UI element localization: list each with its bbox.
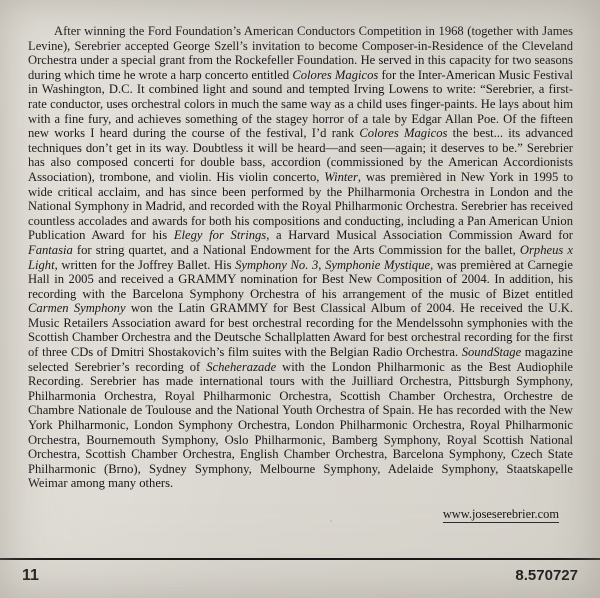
- website-link[interactable]: www.joseserebrier.com: [442, 507, 559, 521]
- italic-title: Carmen Symphony: [28, 301, 126, 316]
- italic-title: Colores Magicos: [359, 126, 448, 141]
- page-content: [28, 24, 573, 522]
- page-number: 11: [22, 567, 39, 584]
- italic-title: Symphony No. 3, Symphonie Mystique: [235, 257, 431, 272]
- biography-paragraph: [28, 24, 573, 491]
- italic-title: SoundStage: [461, 345, 522, 360]
- paragraph-text: After winning the Ford Foundation’s American Conductors Competition in 1968 (together with James Levine), Serebrier accepted George Szell’s invitation to become Composer-in-Residence of the Cleveland Orchestra under a special grant from the Rockefeller Foundation. He served in this capacity for two seasons during which time he wrote a harp concerto entitled Colores Magicos for the Inter-American Music Festival in Washington, D.C. It combined light and sound and tempted Irving Lowens to write: “Serebrier, a first-rate conductor, uses orchestral colors in much the same way as a child uses finger-paints. He lays about him with a fine fury, and achieves something of the stagey horror of a tale by Edgar Allan Poe. Of the fifteen new works I heard during the course of the festival, I’d rank Colores Magicos the best... its advanced techniques don’t get in its way. Doubtless it will be heard—and seen—again; it deserves to be.” Serebrier has also composed concerti for double bass, accordion (commissioned by the American Accordionists Association), trombone, and violin. His violin concerto, Winter, was premièred in New York in 1995 to wide critical acclaim, and has since been performed by the Philharmonia Orchestra in London and the National Symphony in Madrid, and recorded with the Royal Philharmonic Orchestra. Serebrier has received countless accolades and awards for both his compositions and conducting, including a Pan American Union Publication Award for his Elegy for Strings, a Harvard Musical Association Commission Award for Fantasia for string quartet, and a National Endowment for the Arts Commission for the ballet, Orpheus x Light, written for the Joffrey Ballet. His Symphony No. 3, Symphonie Mystique, was premièred at Carnegie Hall in 2005 and received a GRAMMY nomination for Best New Composition of 2004. In addition, his recording with the Barcelona Symphony Orchestra of his arrangement of the music of Bizet entitled Carmen Symphony won the Latin GRAMMY for Best Classical Album of 2004. He received the U.K. Music Retailers Association award for best orchestral recording for the Mendelssohn symphonies with the Scottish Chamber Orchestra and the Deutsche Schallplatten Award for best orchestral recording for the first of three CDs of Dmitri Shostakovich’s film suites with the Belgian Radio Orchestra. SoundStage magazine selected Serebrier’s recording of Scheherazade with the London Philharmonic as the Best Audiophile Recording. Serebrier has made international tours with the Juilliard Orchestra, Pittsburgh Symphony, Philharmonia Orchestra, Royal Philharmonic Orchestra, Scottish Chamber Orchestra, Orchestre de Chambre Nationale de Toulouse and the National Youth Orchestra of Spain. He has recorded with the New York Philharmonic, London Symphony Orchestra, London Philharmonic Orchestra, Royal Philharmonic Orchestra, Bournemouth Symphony, Oslo Philharmonic, Bamberg Symphony, Royal Scottish National Orchestra, Scottish Chamber Orchestra, English Chamber Orchestra, Barcelona Symphony, Czech State Philharmonic (Brno), Sydney Symphony, Melbourne Symphony, Adelaide Symphony, Staatskapelle Weimar among many others.: [28, 24, 574, 491]
- italic-title: Elegy for Strings: [173, 228, 267, 243]
- catalog-number: 8.570727: [515, 567, 578, 584]
- website-line: [28, 507, 573, 522]
- italic-title: Orpheus x Light: [28, 242, 573, 272]
- italic-title: Fantasia: [28, 242, 73, 257]
- italic-title: Scheherazade: [206, 359, 277, 374]
- page-footer: [0, 558, 600, 598]
- italic-title: Colores Magicos: [292, 67, 379, 82]
- italic-title: Winter: [324, 169, 358, 184]
- footer-divider: [0, 558, 600, 560]
